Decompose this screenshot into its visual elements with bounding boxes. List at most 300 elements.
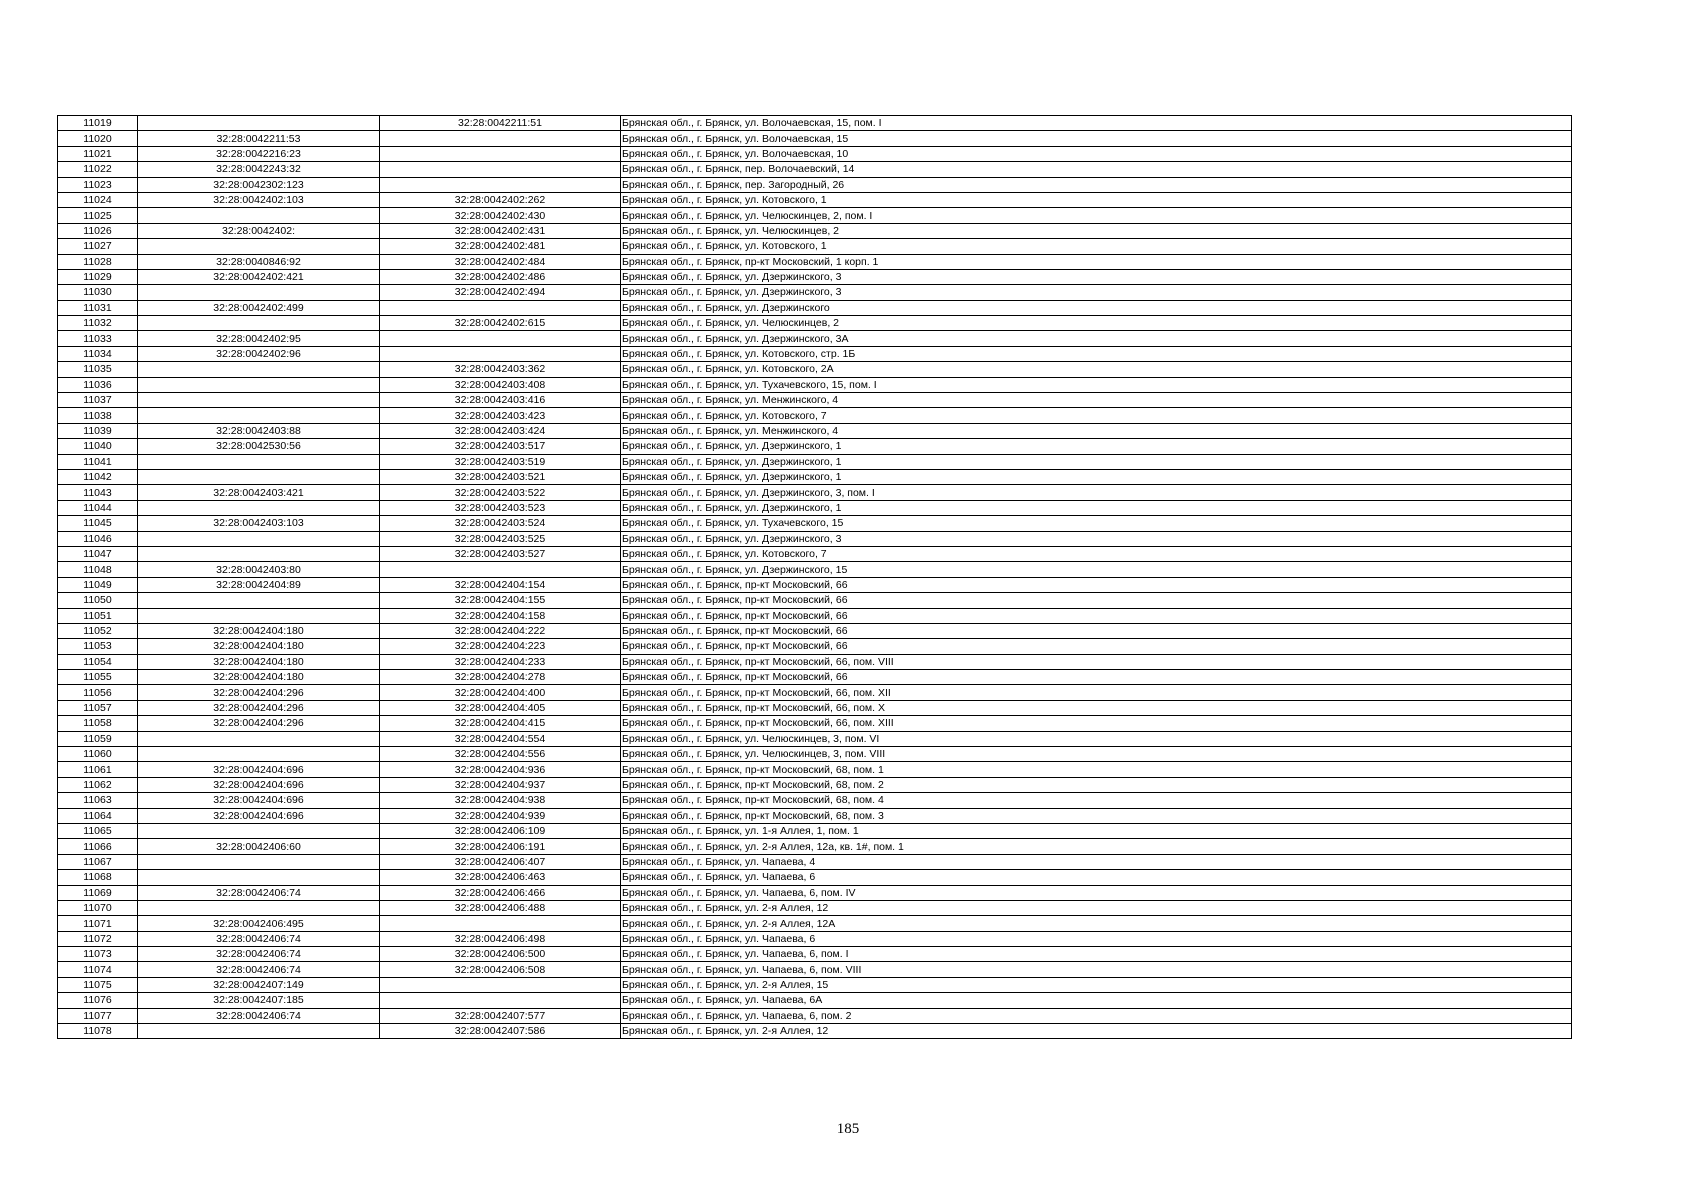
parcel-number-cell [138,546,380,561]
row-number-cell: 11037 [58,393,138,408]
row-number-cell: 11032 [58,316,138,331]
row-number-cell: 11021 [58,146,138,161]
address-cell: Брянская обл., г. Брянск, ул. Чапаева, 6, пом. VIII [621,962,1572,977]
table-row [58,408,1572,423]
row-number-cell: 11030 [58,285,138,300]
parcel-number-cell [138,593,380,608]
table-row [58,223,1572,238]
address-cell: Брянская обл., г. Брянск, пр-кт Московский, 66 [621,623,1572,638]
parcel-number-cell: 32:28:0042407:185 [138,993,380,1008]
row-number-cell: 11049 [58,577,138,592]
building-number-cell: 32:28:0042406:463 [380,870,621,885]
row-number-cell: 11023 [58,177,138,192]
table-row [58,269,1572,284]
address-cell: Брянская обл., г. Брянск, ул. Чапаева, 6А [621,993,1572,1008]
building-number-cell [380,177,621,192]
row-number-cell: 11058 [58,716,138,731]
building-number-cell: 32:28:0042402:494 [380,285,621,300]
table-row [58,993,1572,1008]
address-cell: Брянская обл., г. Брянск, ул. Дзержинского, 15 [621,562,1572,577]
parcel-number-cell [138,500,380,515]
row-number-cell: 11034 [58,346,138,361]
parcel-number-cell: 32:28:0042404:180 [138,670,380,685]
table-row [58,962,1572,977]
row-number-cell: 11027 [58,239,138,254]
building-number-cell: 32:28:0042403:517 [380,439,621,454]
parcel-number-cell: 32:28:0042406:74 [138,962,380,977]
row-number-cell: 11046 [58,531,138,546]
address-cell: Брянская обл., г. Брянск, ул. Дзержинского, 1 [621,500,1572,515]
address-cell: Брянская обл., г. Брянск, ул. Челюскинцев, 2 [621,223,1572,238]
parcel-number-cell: 32:28:0042402:421 [138,269,380,284]
table-row [58,362,1572,377]
parcel-number-cell: 32:28:0042404:296 [138,685,380,700]
address-cell: Брянская обл., г. Брянск, ул. Дзержинского, 3 [621,285,1572,300]
table-row [58,516,1572,531]
table-row [58,454,1572,469]
building-number-cell: 32:28:0042402:430 [380,208,621,223]
building-number-cell [380,146,621,161]
address-cell: Брянская обл., г. Брянск, пер. Загородный, 26 [621,177,1572,192]
parcel-number-cell: 32:28:0042406:74 [138,947,380,962]
row-number-cell: 11039 [58,423,138,438]
address-cell: Брянская обл., г. Брянск, пр-кт Московский, 66 [621,670,1572,685]
row-number-cell: 11071 [58,916,138,931]
building-number-cell: 32:28:0042403:524 [380,516,621,531]
row-number-cell: 11074 [58,962,138,977]
building-number-cell: 32:28:0042403:525 [380,531,621,546]
row-number-cell: 11024 [58,192,138,207]
table-row [58,331,1572,346]
parcel-number-cell: 32:28:0042406:495 [138,916,380,931]
row-number-cell: 11050 [58,593,138,608]
parcel-number-cell [138,731,380,746]
row-number-cell: 11038 [58,408,138,423]
row-number-cell: 11068 [58,870,138,885]
address-cell: Брянская обл., г. Брянск, ул. Менжинского, 4 [621,423,1572,438]
address-cell: Брянская обл., г. Брянск, пр-кт Московский, 66, пом. X [621,700,1572,715]
table-row [58,854,1572,869]
row-number-cell: 11043 [58,485,138,500]
building-number-cell: 32:28:0042407:586 [380,1024,621,1039]
row-number-cell: 11036 [58,377,138,392]
address-cell: Брянская обл., г. Брянск, ул. Чапаева, 6 [621,931,1572,946]
row-number-cell: 11053 [58,639,138,654]
building-number-cell: 32:28:0042406:407 [380,854,621,869]
building-number-cell: 32:28:0042406:498 [380,931,621,946]
parcel-number-cell: 32:28:0042404:696 [138,808,380,823]
table-row [58,700,1572,715]
table-row [58,947,1572,962]
parcel-number-cell: 32:28:0042243:32 [138,162,380,177]
address-cell: Брянская обл., г. Брянск, ул. Волочаевская, 15 [621,131,1572,146]
building-number-cell [380,162,621,177]
table-row [58,808,1572,823]
address-cell: Брянская обл., г. Брянск, ул. Дзержинского, 3 [621,531,1572,546]
building-number-cell [380,916,621,931]
table-row [58,885,1572,900]
address-cell: Брянская обл., г. Брянск, ул. Дзержинского, 3А [621,331,1572,346]
table-row [58,731,1572,746]
row-number-cell: 11077 [58,1008,138,1023]
row-number-cell: 11063 [58,793,138,808]
address-cell: Брянская обл., г. Брянск, пр-кт Московский, 66, пом. XIII [621,716,1572,731]
row-number-cell: 11072 [58,931,138,946]
parcel-number-cell: 32:28:0042403:80 [138,562,380,577]
building-number-cell: 32:28:0042404:405 [380,700,621,715]
parcel-number-cell [138,469,380,484]
table-row [58,316,1572,331]
building-number-cell: 32:28:0042406:109 [380,823,621,838]
row-number-cell: 11078 [58,1024,138,1039]
address-cell: Брянская обл., г. Брянск, пр-кт Московский, 66 [621,577,1572,592]
parcel-number-cell [138,116,380,131]
building-number-cell: 32:28:0042404:556 [380,747,621,762]
row-number-cell: 11073 [58,947,138,962]
row-number-cell: 11056 [58,685,138,700]
parcel-number-cell: 32:28:0042402:103 [138,192,380,207]
table-row [58,777,1572,792]
address-cell: Брянская обл., г. Брянск, пр-кт Московский, 68, пом. 3 [621,808,1572,823]
table-row [58,254,1572,269]
address-cell: Брянская обл., г. Брянск, пр-кт Московский, 66 [621,593,1572,608]
table-row [58,593,1572,608]
table-row [58,146,1572,161]
table-row [58,500,1572,515]
row-number-cell: 11062 [58,777,138,792]
address-cell: Брянская обл., г. Брянск, ул. Чапаева, 6, пом. IV [621,885,1572,900]
building-number-cell: 32:28:0042404:938 [380,793,621,808]
table-row [58,192,1572,207]
building-number-cell: 32:28:0042404:233 [380,654,621,669]
parcel-number-cell: 32:28:0042404:180 [138,623,380,638]
address-cell: Брянская обл., г. Брянск, ул. Котовского, 7 [621,408,1572,423]
building-number-cell: 32:28:0042404:937 [380,777,621,792]
row-number-cell: 11022 [58,162,138,177]
table-row [58,608,1572,623]
address-cell: Брянская обл., г. Брянск, ул. 2-я Аллея, 12 [621,900,1572,915]
building-number-cell: 32:28:0042403:408 [380,377,621,392]
parcel-number-cell: 32:28:0042402:96 [138,346,380,361]
table-row [58,900,1572,915]
building-number-cell: 32:28:0042404:936 [380,762,621,777]
table-row [58,131,1572,146]
building-number-cell: 32:28:0042402:262 [380,192,621,207]
row-number-cell: 11057 [58,700,138,715]
registry-table [57,115,1572,1039]
building-number-cell: 32:28:0042402:431 [380,223,621,238]
building-number-cell: 32:28:0042404:155 [380,593,621,608]
row-number-cell: 11051 [58,608,138,623]
parcel-number-cell: 32:28:0042211:53 [138,131,380,146]
parcel-number-cell [138,870,380,885]
building-number-cell: 32:28:0042403:522 [380,485,621,500]
parcel-number-cell: 32:28:0042406:74 [138,1008,380,1023]
table-row [58,177,1572,192]
address-cell: Брянская обл., г. Брянск, ул. Котовского, 7 [621,546,1572,561]
building-number-cell: 32:28:0042406:508 [380,962,621,977]
table-row [58,546,1572,561]
building-number-cell: 32:28:0042402:484 [380,254,621,269]
row-number-cell: 11067 [58,854,138,869]
parcel-number-cell: 32:28:0042402: [138,223,380,238]
row-number-cell: 11020 [58,131,138,146]
parcel-number-cell [138,377,380,392]
parcel-number-cell: 32:28:0042404:180 [138,654,380,669]
row-number-cell: 11075 [58,977,138,992]
building-number-cell: 32:28:0042404:223 [380,639,621,654]
parcel-number-cell [138,608,380,623]
parcel-number-cell [138,362,380,377]
parcel-number-cell: 32:28:0042407:149 [138,977,380,992]
building-number-cell: 32:28:0042406:500 [380,947,621,962]
building-number-cell: 32:28:0042403:424 [380,423,621,438]
parcel-number-cell: 32:28:0042404:696 [138,777,380,792]
building-number-cell: 32:28:0042403:523 [380,500,621,515]
row-number-cell: 11033 [58,331,138,346]
building-number-cell: 32:28:0042404:415 [380,716,621,731]
parcel-number-cell: 32:28:0042302:123 [138,177,380,192]
parcel-number-cell: 32:28:0042403:88 [138,423,380,438]
row-number-cell: 11064 [58,808,138,823]
table-row [58,485,1572,500]
row-number-cell: 11026 [58,223,138,238]
address-cell: Брянская обл., г. Брянск, ул. 2-я Аллея, 12 [621,1024,1572,1039]
address-cell: Брянская обл., г. Брянск, пр-кт Московский, 66, пом. VIII [621,654,1572,669]
address-cell: Брянская обл., г. Брянск, пр-кт Московский, 66, пом. XII [621,685,1572,700]
table-row [58,116,1572,131]
address-cell: Брянская обл., г. Брянск, ул. Тухачевского, 15 [621,516,1572,531]
row-number-cell: 11076 [58,993,138,1008]
parcel-number-cell [138,900,380,915]
address-cell: Брянская обл., г. Брянск, ул. Волочаевская, 15, пом. I [621,116,1572,131]
row-number-cell: 11052 [58,623,138,638]
building-number-cell [380,993,621,1008]
table-row [58,823,1572,838]
table-row [58,931,1572,946]
parcel-number-cell [138,285,380,300]
address-cell: Брянская обл., г. Брянск, пер. Волочаевский, 14 [621,162,1572,177]
table-row [58,977,1572,992]
address-cell: Брянская обл., г. Брянск, ул. 2-я Аллея, 12а, кв. 1#, пом. 1 [621,839,1572,854]
parcel-number-cell [138,823,380,838]
address-cell: Брянская обл., г. Брянск, ул. Менжинского, 4 [621,393,1572,408]
table-row [58,393,1572,408]
building-number-cell [380,300,621,315]
parcel-number-cell: 32:28:0042404:696 [138,762,380,777]
parcel-number-cell [138,208,380,223]
table-row [58,208,1572,223]
table-row [58,469,1572,484]
address-cell: Брянская обл., г. Брянск, ул. Чапаева, 4 [621,854,1572,869]
address-cell: Брянская обл., г. Брянск, ул. Тухачевского, 15, пом. I [621,377,1572,392]
building-number-cell [380,346,621,361]
row-number-cell: 11054 [58,654,138,669]
row-number-cell: 11035 [58,362,138,377]
parcel-number-cell [138,239,380,254]
parcel-number-cell [138,747,380,762]
row-number-cell: 11045 [58,516,138,531]
parcel-number-cell [138,854,380,869]
address-cell: Брянская обл., г. Брянск, ул. Чапаева, 6, пом. I [621,947,1572,962]
address-cell: Брянская обл., г. Брянск, пр-кт Московский, 68, пом. 1 [621,762,1572,777]
building-number-cell [380,131,621,146]
parcel-number-cell: 32:28:0042404:296 [138,700,380,715]
building-number-cell: 32:28:0042402:486 [380,269,621,284]
building-number-cell: 32:28:0042403:521 [380,469,621,484]
address-cell: Брянская обл., г. Брянск, ул. Дзержинского, 1 [621,439,1572,454]
address-cell: Брянская обл., г. Брянск, ул. Дзержинского, 3, пом. I [621,485,1572,500]
row-number-cell: 11044 [58,500,138,515]
address-cell: Брянская обл., г. Брянск, пр-кт Московский, 68, пом. 4 [621,793,1572,808]
address-cell: Брянская обл., г. Брянск, ул. Челюскинцев, 3, пом. VI [621,731,1572,746]
table-row [58,716,1572,731]
building-number-cell: 32:28:0042404:554 [380,731,621,746]
address-cell: Брянская обл., г. Брянск, ул. Котовского, 2А [621,362,1572,377]
table-row [58,285,1572,300]
parcel-number-cell: 32:28:0042406:60 [138,839,380,854]
building-number-cell: 32:28:0042404:154 [380,577,621,592]
building-number-cell: 32:28:0042404:400 [380,685,621,700]
table-row [58,793,1572,808]
table-row [58,670,1572,685]
building-number-cell: 32:28:0042403:416 [380,393,621,408]
building-number-cell: 32:28:0042404:278 [380,670,621,685]
row-number-cell: 11060 [58,747,138,762]
address-cell: Брянская обл., г. Брянск, ул. Волочаевская, 10 [621,146,1572,161]
address-cell: Брянская обл., г. Брянск, ул. Чапаева, 6 [621,870,1572,885]
building-number-cell: 32:28:0042404:939 [380,808,621,823]
row-number-cell: 11047 [58,546,138,561]
building-number-cell: 32:28:0042403:362 [380,362,621,377]
parcel-number-cell: 32:28:0042404:296 [138,716,380,731]
building-number-cell: 32:28:0042403:527 [380,546,621,561]
address-cell: Брянская обл., г. Брянск, ул. Котовского, 1 [621,239,1572,254]
parcel-number-cell: 32:28:0040846:92 [138,254,380,269]
address-cell: Брянская обл., г. Брянск, ул. Дзержинского [621,300,1572,315]
row-number-cell: 11041 [58,454,138,469]
parcel-number-cell: 32:28:0042403:103 [138,516,380,531]
row-number-cell: 11059 [58,731,138,746]
row-number-cell: 11028 [58,254,138,269]
address-cell: Брянская обл., г. Брянск, ул. Котовского, стр. 1Б [621,346,1572,361]
building-number-cell: 32:28:0042402:615 [380,316,621,331]
table-row [58,870,1572,885]
registry-table-body [58,116,1572,1039]
row-number-cell: 11065 [58,823,138,838]
parcel-number-cell: 32:28:0042402:95 [138,331,380,346]
building-number-cell: 32:28:0042404:222 [380,623,621,638]
building-number-cell: 32:28:0042406:191 [380,839,621,854]
address-cell: Брянская обл., г. Брянск, ул. Челюскинцев, 2 [621,316,1572,331]
address-cell: Брянская обл., г. Брянск, ул. Чапаева, 6, пом. 2 [621,1008,1572,1023]
row-number-cell: 11069 [58,885,138,900]
table-row [58,1024,1572,1039]
building-number-cell [380,331,621,346]
parcel-number-cell: 32:28:0042530:56 [138,439,380,454]
building-number-cell: 32:28:0042407:577 [380,1008,621,1023]
parcel-number-cell: 32:28:0042406:74 [138,885,380,900]
address-cell: Брянская обл., г. Брянск, пр-кт Московский, 1 корп. 1 [621,254,1572,269]
table-row [58,654,1572,669]
parcel-number-cell [138,1024,380,1039]
parcel-number-cell: 32:28:0042404:89 [138,577,380,592]
parcel-number-cell: 32:28:0042404:180 [138,639,380,654]
table-row [58,300,1572,315]
address-cell: Брянская обл., г. Брянск, пр-кт Московский, 66 [621,608,1572,623]
building-number-cell: 32:28:0042403:519 [380,454,621,469]
table-row [58,916,1572,931]
row-number-cell: 11066 [58,839,138,854]
page-number: 185 [836,1121,860,1137]
parcel-number-cell [138,393,380,408]
table-row [58,239,1572,254]
row-number-cell: 11061 [58,762,138,777]
parcel-number-cell: 32:28:0042216:23 [138,146,380,161]
building-number-cell: 32:28:0042402:481 [380,239,621,254]
address-cell: Брянская обл., г. Брянск, ул. Дзержинского, 1 [621,469,1572,484]
parcel-number-cell: 32:28:0042404:696 [138,793,380,808]
table-row [58,531,1572,546]
table-row [58,685,1572,700]
row-number-cell: 11040 [58,439,138,454]
building-number-cell: 32:28:0042211:51 [380,116,621,131]
address-cell: Брянская обл., г. Брянск, ул. 1-я Аллея, 1, пом. 1 [621,823,1572,838]
row-number-cell: 11042 [58,469,138,484]
address-cell: Брянская обл., г. Брянск, ул. 2-я Аллея, 15 [621,977,1572,992]
table-row [58,562,1572,577]
address-cell: Брянская обл., г. Брянск, ул. Челюскинцев, 2, пом. I [621,208,1572,223]
building-number-cell: 32:28:0042406:488 [380,900,621,915]
table-row [58,762,1572,777]
parcel-number-cell: 32:28:0042406:74 [138,931,380,946]
address-cell: Брянская обл., г. Брянск, пр-кт Московский, 68, пом. 2 [621,777,1572,792]
row-number-cell: 11055 [58,670,138,685]
table-row [58,439,1572,454]
address-cell: Брянская обл., г. Брянск, ул. 2-я Аллея, 12А [621,916,1572,931]
parcel-number-cell [138,316,380,331]
table-row [58,162,1572,177]
building-number-cell: 32:28:0042403:423 [380,408,621,423]
row-number-cell: 11025 [58,208,138,223]
table-row [58,639,1572,654]
parcel-number-cell [138,454,380,469]
parcel-number-cell: 32:28:0042402:499 [138,300,380,315]
building-number-cell: 32:28:0042406:466 [380,885,621,900]
row-number-cell: 11031 [58,300,138,315]
table-row [58,839,1572,854]
building-number-cell [380,977,621,992]
building-number-cell: 32:28:0042404:158 [380,608,621,623]
table-row [58,577,1572,592]
building-number-cell [380,562,621,577]
row-number-cell: 11070 [58,900,138,915]
row-number-cell: 11029 [58,269,138,284]
address-cell: Брянская обл., г. Брянск, ул. Дзержинского, 3 [621,269,1572,284]
parcel-number-cell [138,531,380,546]
table-row [58,1008,1572,1023]
address-cell: Брянская обл., г. Брянск, ул. Дзержинского, 1 [621,454,1572,469]
row-number-cell: 11048 [58,562,138,577]
address-cell: Брянская обл., г. Брянск, ул. Челюскинцев, 3, пом. VIII [621,747,1572,762]
table-row [58,346,1572,361]
table-row [58,377,1572,392]
table-row [58,747,1572,762]
table-row [58,623,1572,638]
address-cell: Брянская обл., г. Брянск, пр-кт Московский, 66 [621,639,1572,654]
address-cell: Брянская обл., г. Брянск, ул. Котовского, 1 [621,192,1572,207]
parcel-number-cell [138,408,380,423]
